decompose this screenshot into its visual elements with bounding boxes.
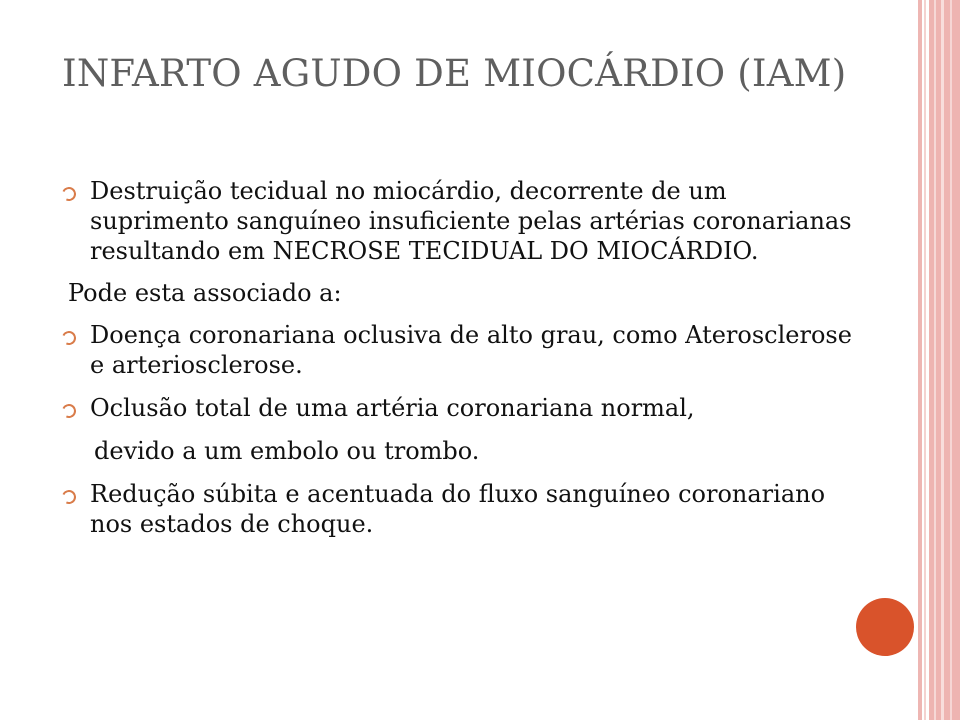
accent-circle (856, 598, 914, 656)
bullet-text: Oclusão total de uma artéria coronariana normal, (90, 394, 695, 422)
bullet-icon (60, 402, 78, 420)
bullet-text: Doença coronariana oclusiva de alto grau, como Aterosclerose e arteriosclerose. (90, 321, 852, 379)
bullet-item (62, 393, 862, 423)
decorative-stripe (924, 0, 926, 720)
slide-content (62, 176, 862, 539)
bullet-icon (60, 185, 78, 203)
bullet-text: Redução súbita e acentuada do fluxo sanguíneo coronariano nos estados de choque. (90, 480, 826, 538)
decorative-stripe (941, 0, 944, 720)
slide-title: INFARTO AGUDO DE MIOCÁRDIO (IAM) (62, 52, 847, 95)
bullet-icon (60, 329, 78, 347)
bullet-text: Destruição tecidual no miocárdio, decorrente de um suprimento sanguíneo insuficiente pelas artérias coronarianas resultando em NECROSE TECIDUAL DO MIOCÁRDIO. (90, 177, 852, 265)
indented-text-item (62, 436, 862, 466)
bullet-item (62, 176, 862, 266)
plain-text-item (62, 278, 862, 308)
decorative-stripe (934, 0, 936, 720)
bullet-item (62, 479, 862, 539)
indented-text: devido a um embolo ou trombo. (94, 437, 480, 465)
decorative-stripe (950, 0, 952, 720)
bullet-icon (60, 488, 78, 506)
plain-text: Pode esta associado a: (68, 279, 342, 307)
decorative-stripe (918, 0, 922, 720)
bullet-item (62, 320, 862, 380)
